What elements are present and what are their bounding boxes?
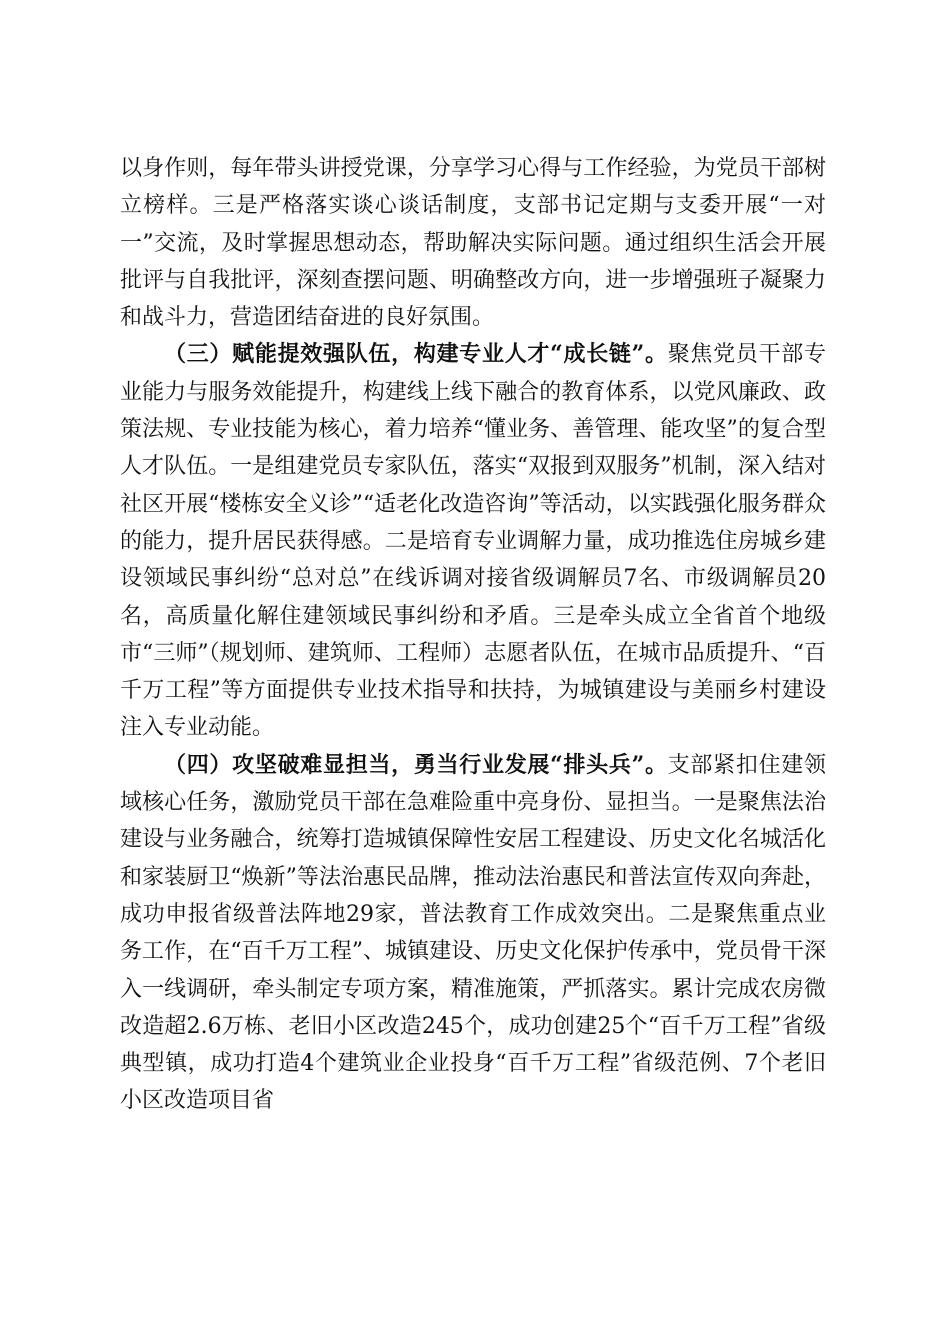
paragraph-section-four	[120, 747, 826, 1120]
document-body	[120, 150, 826, 1120]
section-four-heading: （四）攻坚破难显担当，勇当行业发展“排头兵”。	[164, 751, 668, 778]
section-three-heading: （三）赋能提效强队伍，构建专业人才“成长链”。	[164, 341, 668, 368]
paragraph-1-body: 以身作则，每年带头讲授党课，分享学习心得与工作经验，为党员干部树立榜样。三是严格落实谈心谈话制度，支部书记定期与支委开展“一对一”交流，及时掌握思想动态，帮助解决实际问题。通过组织生活会开展批评与自我批评，深刻查摆问题、明确整改方向，进一步增强班子凝聚力和战斗力，营造团结奋进的良好氛围。	[120, 156, 826, 331]
paragraph-section-three	[120, 336, 826, 746]
section-three-body: 聚焦党员干部专业能力与服务效能提升，构建线上线下融合的教育体系，以党风廉政、政策法规、专业技能为核心，着力培养“懂业务、善管理、能攻坚”的复合型人才队伍。一是组建党员专家队伍，落实“双报到双服务”机制，深入结对社区开展“楼栋安全义诊”“适老化改造咨询”等活动，以实践强化服务群众的能力，提升居民获得感。二是培育专业调解力量，成功推选住房城乡建设领域民事纠纷“总对总”在线诉调对接省级调解员7名、市级调解员20名，高质量化解住建领域民事纠纷和矛盾。三是牵头成立全省首个地级市“三师”（规划师、建筑师、工程师）志愿者队伍，在城市品质提升、“百千万工程”等方面提供专业技术指导和扶持，为城镇建设与美丽乡村建设注入专业动能。	[120, 342, 826, 741]
section-four-body: 支部紧扣住建领域核心任务，激励党员干部在急难险重中亮身份、显担当。一是聚焦法治建设与业务融合，统筹打造城镇保障性安居工程建设、历史文化名城活化和家装厨卫“焕新”等法治惠民品牌，推动法治惠民和普法宣传双向奔赴，成功申报省级普法阵地29家，普法教育工作成效突出。二是聚焦重点业务工作，在“百千万工程”、城镇建设、历史文化保护传承中，党员骨干深入一线调研，牵头制定专项方案，精准施策，严抓落实。累计完成农房微改造超2.6万栋、老旧小区改造245个，成功创建25个“百千万工程”省级典型镇，成功打造4个建筑业企业投身“百千万工程”省级范例、7个老旧小区改造项目省	[120, 752, 827, 1114]
paragraph-continued	[120, 150, 826, 336]
